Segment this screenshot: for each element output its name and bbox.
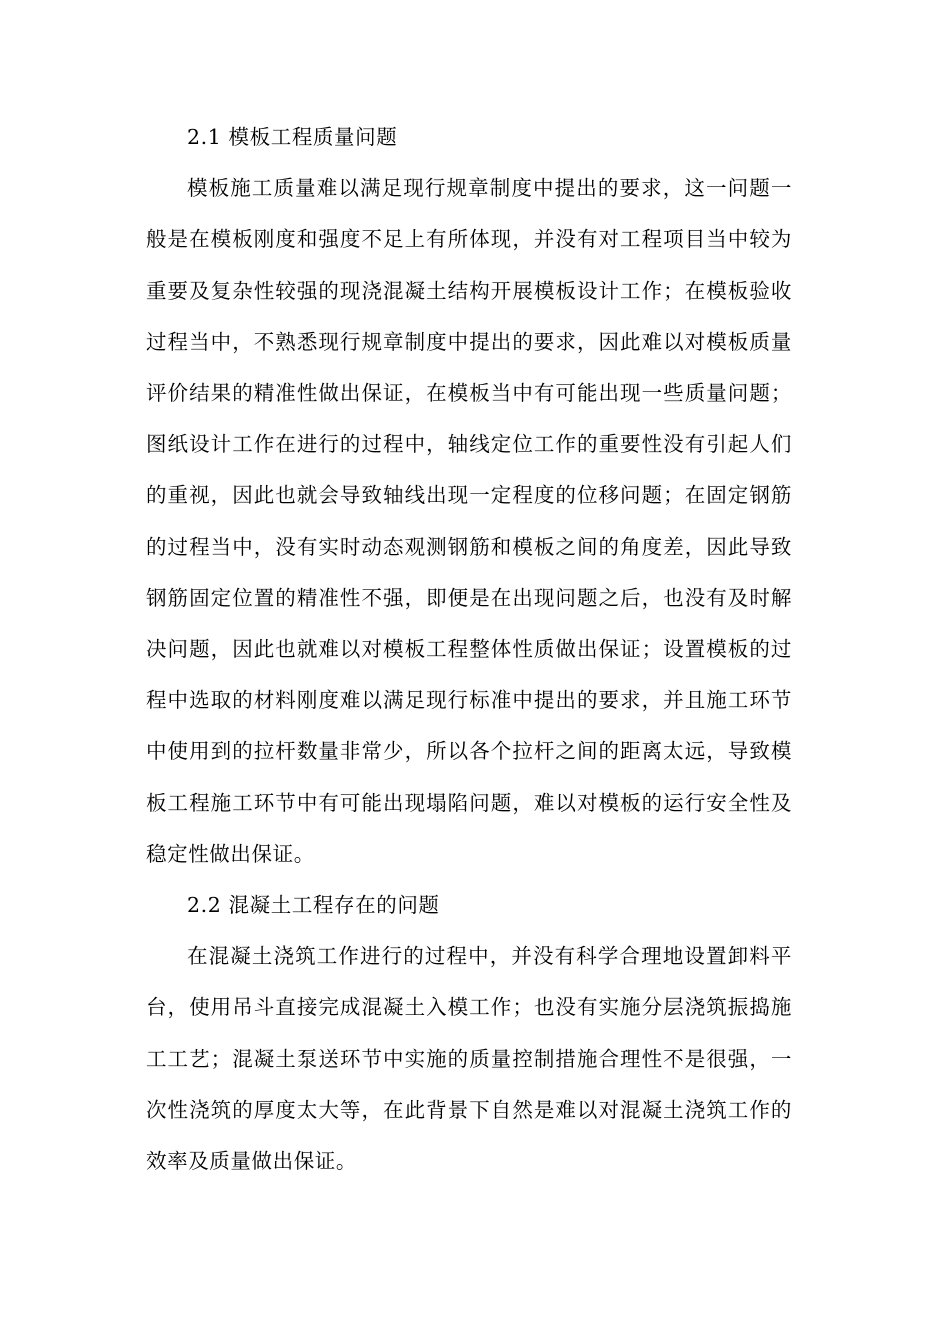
section-paragraph-2-2: 在混凝土浇筑工作进行的过程中，并没有科学合理地设置卸料平台，使用吊斗直接完成混凝土入模工作；也没有实施分层浇筑振捣施工工艺；混凝土泵送环节中实施的质量控制措施合理性不是很强，一次性浇筑的厚度太大等，在此背景下自然是难以对混凝土浇筑工作的效率及质量做出保证。	[146, 944, 792, 1174]
section-heading-2-1: 2.1 模板工程质量问题	[187, 125, 398, 149]
document-body	[146, 112, 792, 1187]
section-paragraph-2-1: 模板施工质量难以满足现行规章制度中提出的要求，这一问题一般是在模板刚度和强度不足上有所体现，并没有对工程项目当中较为重要及复杂性较强的现浇混凝土结构开展模板设计工作；在模板验收过程当中，不熟悉现行规章制度中提出的要求，因此难以对模板质量评价结果的精准性做出保证，在模板当中有可能出现一些质量问题；图纸设计工作在进行的过程中，轴线定位工作的重要性没有引起人们的重视，因此也就会导致轴线出现一定程度的位移问题；在固定钢筋的过程当中，没有实时动态观测钢筋和模板之间的角度差，因此导致钢筋固定位置的精准性不强，即便是在出现问题之后，也没有及时解决问题，因此也就难以对模板工程整体性质做出保证；设置模板的过程中选取的材料刚度难以满足现行标准中提出的要求，并且施工环节中使用到的拉杆数量非常少，所以各个拉杆之间的距离太远，导致模板工程施工环节中有可能出现塌陷问题，难以对模板的运行安全性及稳定性做出保证。	[146, 176, 792, 866]
section-heading-2-2: 2.2 混凝土工程存在的问题	[187, 893, 440, 918]
